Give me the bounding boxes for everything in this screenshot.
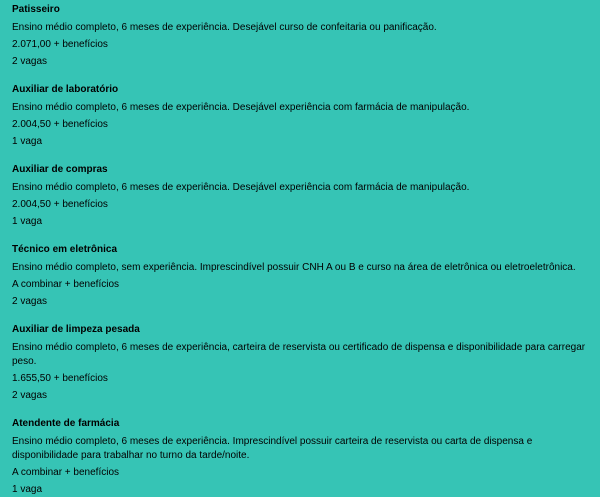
job-listing-atendente-de-farmacia bbox=[12, 417, 590, 497]
job-title: Auxiliar de laboratório bbox=[12, 84, 119, 95]
job-salary: A combinar + benefícios bbox=[12, 467, 120, 478]
job-description: Ensino médio completo, 6 meses de experiência, carteira de reservista ou certificado de dispensa e disponibilidade para carregar peso. bbox=[12, 342, 586, 367]
job-title: Técnico em eletrônica bbox=[12, 244, 118, 255]
job-title: Patisseiro bbox=[12, 4, 60, 15]
job-listing-auxiliar-de-laboratorio bbox=[12, 83, 590, 149]
job-salary: 1.655,50 + benefícios bbox=[12, 373, 108, 384]
job-description: Ensino médio completo, 6 meses de experiência. Imprescindível possuir carteira de reservista ou carta de dispensa e disponibilidade para trabalhar no turno da tarde/noite. bbox=[12, 436, 533, 461]
job-listing-tecnico-em-eletronica bbox=[12, 243, 590, 309]
job-vacancies: 2 vagas bbox=[12, 390, 48, 401]
job-title: Atendente de farmácia bbox=[12, 418, 120, 429]
job-salary: 2.004,50 + benefícios bbox=[12, 199, 108, 210]
job-vacancies: 2 vagas bbox=[12, 56, 48, 67]
job-title: Auxiliar de limpeza pesada bbox=[12, 324, 140, 335]
job-salary: 2.004,50 + benefícios bbox=[12, 119, 108, 130]
job-description: Ensino médio completo, 6 meses de experiência. Desejável experiência com farmácia de manipulação. bbox=[12, 102, 470, 113]
job-vacancies: 1 vaga bbox=[12, 216, 43, 227]
job-listing-auxiliar-de-limpeza-pesada bbox=[12, 323, 590, 403]
job-title: Auxiliar de compras bbox=[12, 164, 108, 175]
job-listing-patisseiro bbox=[12, 3, 590, 69]
job-vacancies: 2 vagas bbox=[12, 296, 48, 307]
job-salary: 2.071,00 + benefícios bbox=[12, 39, 108, 50]
job-description: Ensino médio completo, 6 meses de experiência. Desejável curso de confeitaria ou panificação. bbox=[12, 22, 437, 33]
job-description: Ensino médio completo, 6 meses de experiência. Desejável experiência com farmácia de manipulação. bbox=[12, 182, 470, 193]
job-listing-auxiliar-de-compras bbox=[12, 163, 590, 229]
job-vacancies: 1 vaga bbox=[12, 484, 43, 495]
job-description: Ensino médio completo, sem experiência. Imprescindível possuir CNH A ou B e curso na área de eletrônica ou eletroeletrônica. bbox=[12, 262, 576, 273]
job-salary: A combinar + benefícios bbox=[12, 279, 120, 290]
job-vacancies: 1 vaga bbox=[12, 136, 43, 147]
